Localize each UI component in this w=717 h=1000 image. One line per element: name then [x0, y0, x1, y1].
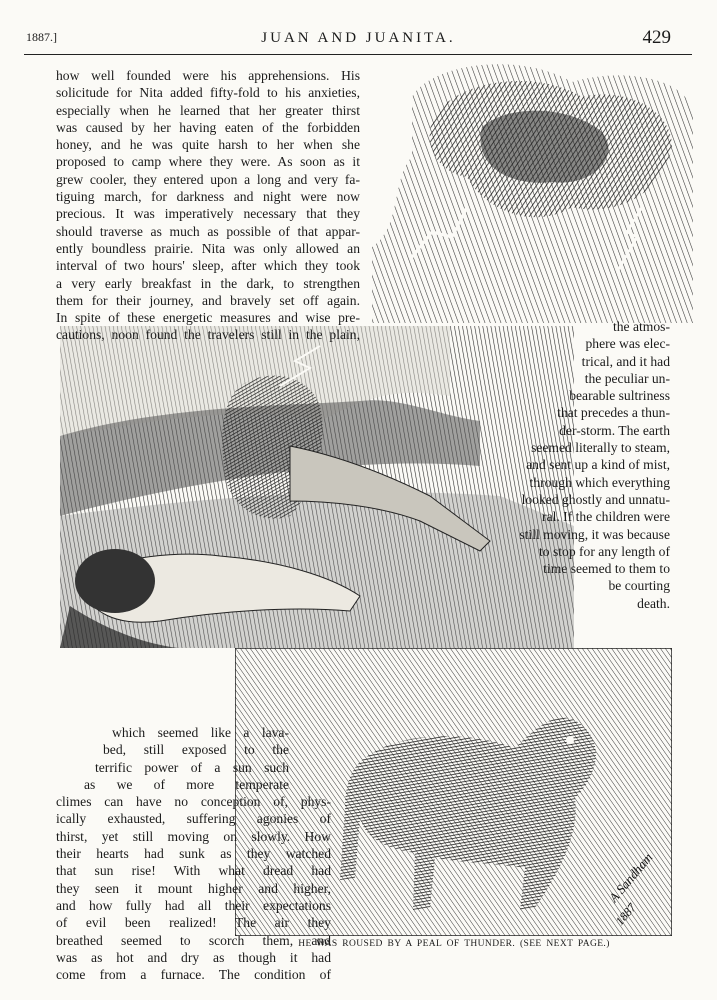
text-line: especially when he learned that her greater thirst — [56, 102, 360, 118]
text-line: their hearts had sunk as they watched — [56, 846, 331, 862]
text-line: of evil been realized! The air they — [56, 915, 331, 931]
text-line: the peculiar un- — [584, 370, 670, 386]
text-line: was as hot and dry as though it had — [56, 949, 331, 965]
text-line: honey, and he was quite harsh to her when she — [56, 137, 360, 153]
text-line: come from a furnace. The condition of — [56, 967, 331, 983]
text-line: ically exhausted, suffering agonies of — [56, 811, 331, 827]
text-line: that sun rise! With what dread had — [56, 863, 331, 879]
text-line: they seen it mount higher and higher, — [56, 880, 331, 896]
text-line: still moving, it was because — [519, 526, 670, 542]
storm-cloud-engraving — [372, 57, 693, 323]
text-line: be courting — [608, 578, 670, 594]
text-line: bed, still exposed to the — [103, 742, 289, 758]
engraver-signature: A Sandham — [605, 849, 656, 905]
text-line: time seemed to them to — [543, 561, 670, 577]
text-line: and how fully had all their expectations — [56, 897, 331, 913]
text-line: breathed seemed to scorch them, and — [56, 932, 331, 948]
text-line: In spite of these energetic measures and wise pre- — [56, 310, 360, 326]
text-column-right — [450, 318, 670, 612]
text-line: to stop for any length of — [538, 543, 670, 559]
text-line: der-storm. The earth — [559, 422, 670, 438]
text-line: and sent up a kind of mist, — [526, 457, 670, 473]
text-line: solicitude for Nita added fifty-fold to his anxieties, — [56, 85, 360, 101]
text-line: phere was elec- — [585, 336, 670, 352]
text-line: through which everything — [529, 474, 670, 490]
text-line: was caused by her having eaten of the forbidden — [56, 119, 360, 135]
text-line: tiguing march, for darkness and night were now — [56, 189, 360, 205]
header-rule — [24, 54, 692, 55]
text-line: proposed to camp where they were. As soon as it — [56, 154, 360, 170]
text-line: ral. If the children were — [542, 509, 670, 525]
text-line: as we of more temperate — [84, 776, 289, 792]
text-line: should traverse as much as possible of that appar- — [56, 223, 360, 239]
text-line: cautions, noon found the travelers still in the plain, — [56, 327, 360, 343]
text-line: precious. It was imperatively necessary that they — [56, 206, 360, 222]
page-number: 429 — [642, 27, 671, 48]
engraving-year: 1887 — [612, 900, 639, 928]
text-line: trical, and it had — [581, 353, 670, 369]
illustration-caption: HE WAS ROUSED BY A PEAL OF THUNDER. (SEE NEXT PAGE.) — [298, 939, 610, 949]
text-line: them for their journey, and bravely set off again. — [56, 292, 360, 308]
text-line: which seemed like a lava- — [112, 725, 289, 740]
text-line: grew cooler, they entered upon a long and very fa- — [56, 171, 360, 187]
running-head-title: JUAN AND JUANITA. — [261, 30, 456, 46]
text-line: a very early breakfast in the dark, to strengthen — [56, 275, 360, 291]
text-line: the atmos- — [612, 319, 670, 334]
text-line: seemed literally to steam, — [531, 440, 670, 456]
text-line: climes can have no conception of, phys- — [56, 794, 331, 810]
text-line: terrific power of a sun such — [95, 759, 289, 775]
text-line: bearable sultriness — [569, 388, 670, 404]
text-line: how well founded were his apprehensions. His — [56, 68, 360, 83]
text-line: interval of two hours' sleep, after which they took — [56, 258, 360, 274]
text-line: death. — [637, 595, 670, 611]
text-line: thirst, yet still moving on slowly. How — [56, 828, 331, 844]
text-column-top — [56, 67, 360, 344]
text-line: that precedes a thun- — [557, 405, 670, 421]
text-line: ently boundless prairie. Nita was only allowed an — [56, 240, 360, 256]
text-line: looked ghostly and unnatu- — [521, 491, 670, 507]
running-head-date: 1887.] — [26, 30, 57, 44]
